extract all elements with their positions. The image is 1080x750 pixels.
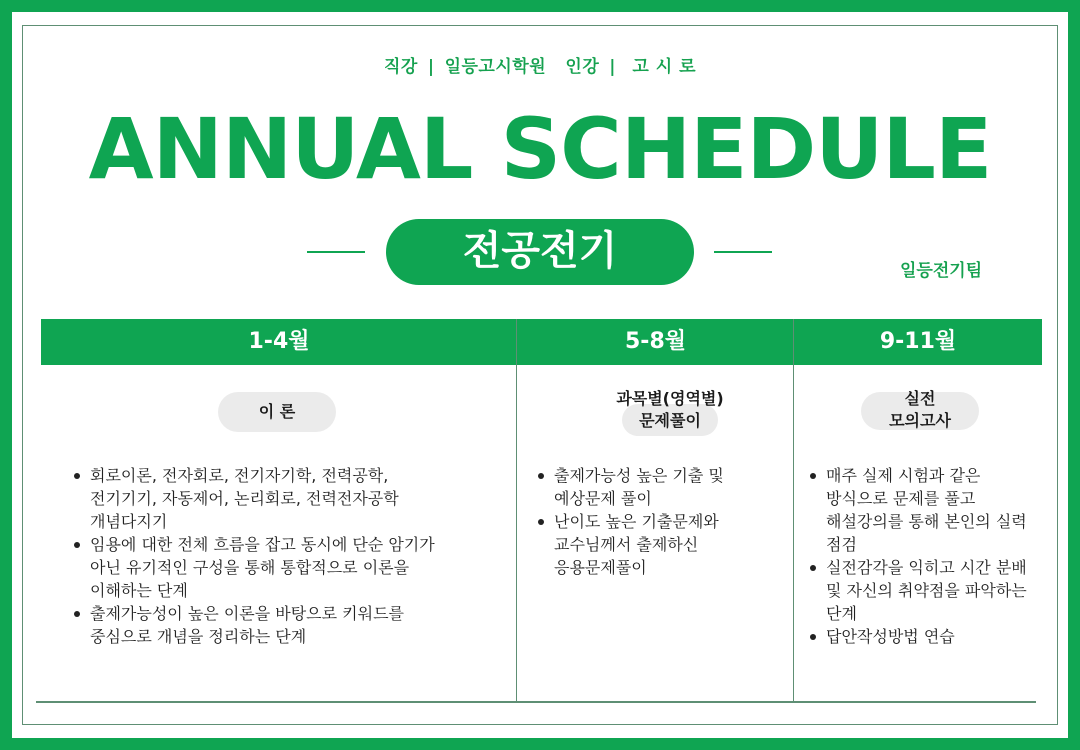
list-item: 매주 실제 시험과 같은 방식으로 문제를 풀고 해설강의를 통해 본인의 실력 점검 — [806, 464, 1034, 556]
period-header: 9-11월 — [879, 329, 957, 354]
left-dash — [307, 251, 365, 253]
point-list — [806, 464, 1034, 648]
column-divider — [516, 319, 517, 702]
list-item: 난이도 높은 기출문제와 교수님께서 출제하신 응용문제풀이 — [534, 510, 764, 579]
separator: | — [427, 57, 435, 77]
team-label: 일등전기팀 — [900, 261, 983, 281]
channel-line — [0, 52, 1080, 77]
list-item: 출제가능성이 높은 이론을 바탕으로 키워드를 중심으로 개념을 정리하는 단계 — [70, 602, 450, 648]
right-dash — [714, 251, 772, 253]
channel-online: 인강 — [565, 57, 600, 77]
subject-badge: 전공전기 — [386, 219, 694, 285]
list-item: 임용에 대한 전체 흐름을 잡고 동시에 단순 암기가 아닌 유기적인 구성을 통해 통합적으로 이론을 이해하는 단계 — [70, 533, 450, 602]
list-item: 답안작성방법 연습 — [806, 625, 1034, 648]
channel-gosiro: 고 시 로 — [632, 57, 696, 77]
schedule-header — [41, 319, 1042, 365]
list-item: 실전감각을 익히고 시간 분배 및 자신의 취약점을 파악하는 단계 — [806, 556, 1034, 625]
channel-academy: 일등고시학원 — [444, 57, 547, 77]
period-header: 1-4월 — [248, 329, 310, 354]
period-header: 5-8월 — [625, 329, 686, 354]
stage-label: 과목별(영역별) 문제풀이 — [616, 389, 724, 430]
page-title: ANNUAL SCHEDULE — [88, 100, 992, 198]
column-divider — [793, 319, 794, 702]
table-bottom-line — [36, 701, 1036, 703]
stage-label: 실전 모의고사 — [889, 389, 951, 430]
list-item: 회로이론, 전자회로, 전기자기학, 전력공학, 전기기기, 자동제어, 논리회로, 전력전자공학 개념다지기 — [70, 464, 450, 533]
list-item: 출제가능성 높은 기출 및 예상문제 풀이 — [534, 464, 764, 510]
stage-badge: 이 론 — [218, 392, 336, 432]
point-list — [534, 464, 764, 579]
channel-direct: 직강 — [384, 57, 418, 77]
point-list — [70, 464, 450, 648]
separator: | — [609, 57, 616, 77]
